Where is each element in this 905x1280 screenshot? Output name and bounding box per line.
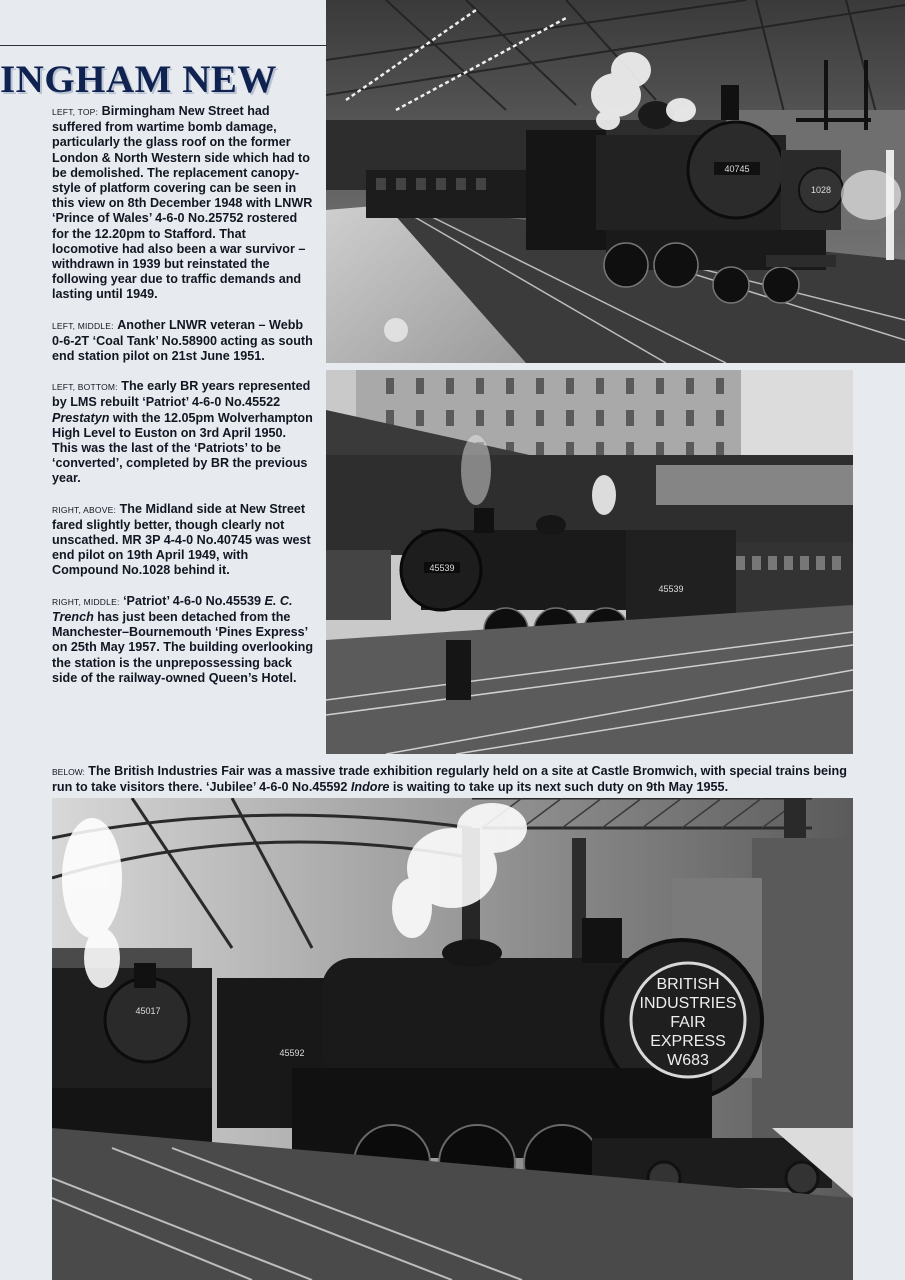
caption-text: with the 12.05pm Wolverhampton High Level to Euston on 3rd April 1950. This was the last of the ‘Patriots’ to be ‘converted’, completed by BR the previous year. <box>52 410 313 486</box>
caption-italic-name: Indore <box>350 780 390 794</box>
caption-italic-name: Prestatyn <box>52 410 110 425</box>
page-headline: INGHAM NEW <box>0 58 277 101</box>
caption-text: Another LNWR veteran – Webb 0-6-2T ‘Coal Tank’ No.58900 acting as south end station pilot on 21st June 1951. <box>52 317 313 364</box>
caption-label: RIGHT, MIDDLE: <box>52 596 123 607</box>
headboard-british-industries-fair <box>631 963 745 1077</box>
headboard-line-5: W683 <box>667 1052 709 1069</box>
caption-below <box>52 764 852 795</box>
top-second-loco-number: 1028 <box>810 185 832 195</box>
caption-text: The Midland side at New Street fared slightly better, though clearly not unscathed. MR 3P 4-4-0 No.40745 was west end pilot on 19th April 1949, with Compound No.1028 behind it. <box>52 501 311 578</box>
caption-text: The British Industries Fair was a massive trade exhibition regularly held on a site at Castle Bromwich, with special trains being run to take visitors there. ‘Jubilee’ 4-6-0 No.45592 <box>52 764 847 794</box>
photo-jubilee-british-industries-fair <box>52 798 853 1280</box>
caption-label: BELOW: <box>52 767 88 777</box>
caption-text: Birmingham New Street had suffered from wartime bomb damage, particularly the glass roof on the former London & North Western side which had to be demolished. The replacement canopy-style of platform covering can be seen in this view on 8th December 1948 with LNWR ‘Prince of Wales’ 4-6-0 No.25752 rostered for the 12.20pm to Stafford. That locomotive had also been a war survivor – withdrawn in 1939 but reinstated the following year due to traffic demands and lasting until 1949. <box>52 104 313 302</box>
photo-patriot-pines-express <box>326 370 853 754</box>
caption-text: is waiting to take up its next such duty on 9th May 1955. <box>389 780 729 794</box>
caption-left-bottom <box>52 379 314 486</box>
caption-text: ‘Patriot’ 4-6-0 No.45539 <box>123 593 265 608</box>
middle-loco-smokebox-number: 45539 <box>429 563 455 573</box>
top-loco-smokebox-number: 40745 <box>724 164 750 174</box>
photo-midland-side-pilot <box>326 0 905 363</box>
caption-label: LEFT, BOTTOM: <box>52 382 121 393</box>
caption-label: LEFT, TOP: <box>52 107 101 117</box>
headboard-line-4: EXPRESS <box>650 1033 726 1050</box>
jubilee-cab-number: 45592 <box>279 1048 305 1058</box>
caption-left-middle <box>52 318 314 365</box>
caption-label: LEFT, MIDDLE: <box>52 320 117 331</box>
caption-right-above <box>52 502 314 579</box>
headboard-line-3: FAIR <box>670 1014 706 1031</box>
left-text-panel <box>0 0 326 760</box>
middle-loco-cab-number: 45539 <box>658 584 684 594</box>
caption-right-middle <box>52 594 314 686</box>
caption-column <box>52 104 314 701</box>
caption-label: RIGHT, ABOVE: <box>52 504 119 515</box>
headboard-line-2: INDUSTRIES <box>639 995 737 1012</box>
header-rule <box>0 45 326 46</box>
caption-italic-name: E. C. Trench <box>52 593 293 624</box>
caption-text: has just been detached from the Manchester–Bournemouth ‘Pines Express’ on 25th May 1957. The building overlooking the station is the unprepossessing back side of the railway-owned Queen’s Hotel. <box>52 609 314 685</box>
left-loco-number: 45017 <box>135 1006 161 1016</box>
caption-left-top <box>52 104 314 303</box>
headboard-line-1: BRITISH <box>656 976 720 993</box>
caption-text: The early BR years represented by LMS rebuilt ‘Patriot’ 4-6-0 No.45522 <box>52 379 311 410</box>
